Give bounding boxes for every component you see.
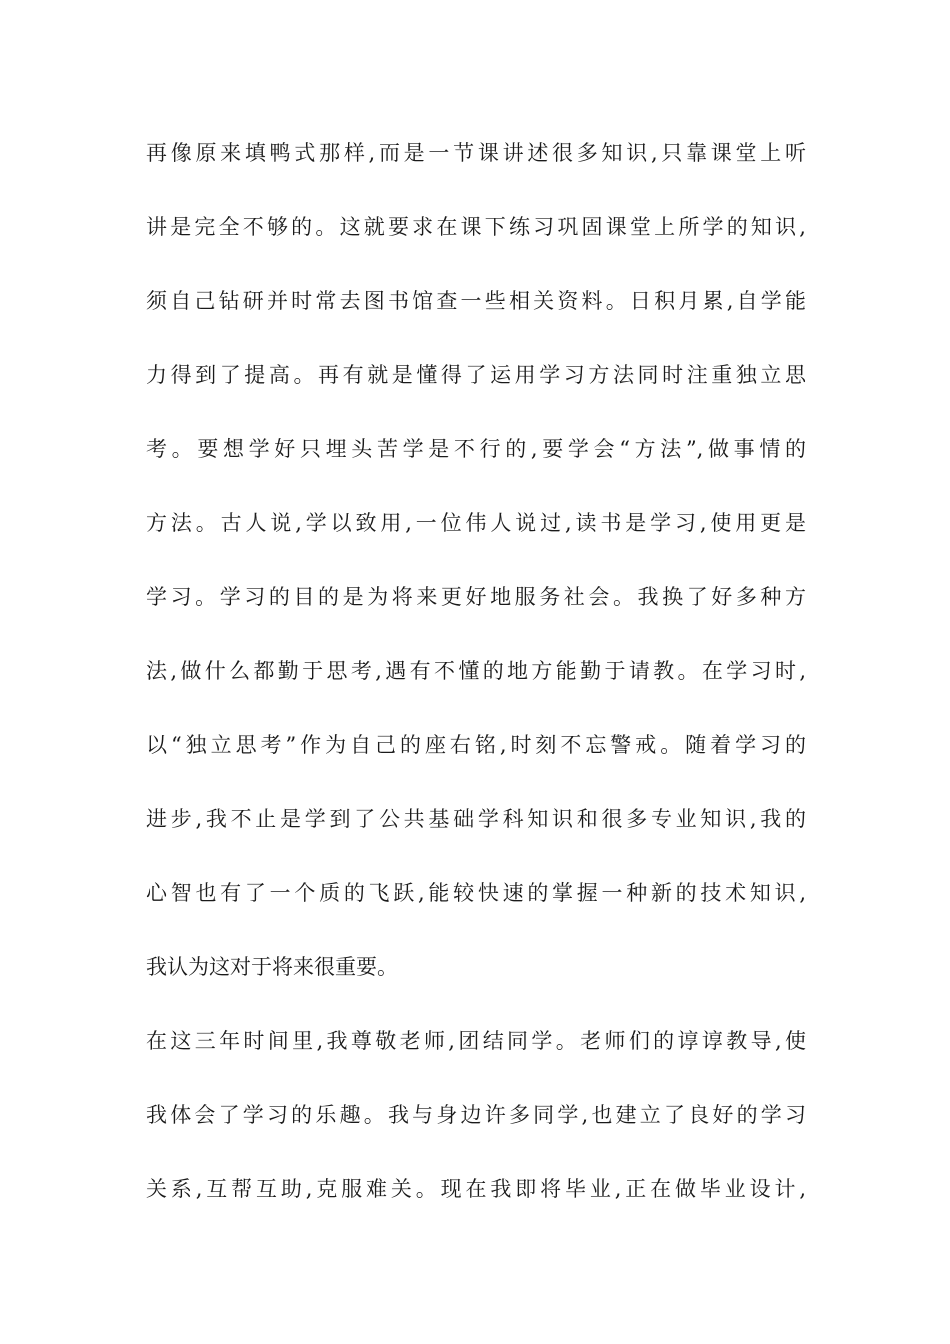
text-line-3: 须自己钻研并时常去图书馆查一些相关资料。日积月累,自学能 <box>146 289 806 313</box>
text-line-13: 在这三年时间里,我尊敬老师,团结同学。老师们的谆谆教导,使 <box>146 1029 806 1053</box>
text-line-5: 考。要想学好只埋头苦学是不行的,要学会“方法”,做事情的 <box>146 437 806 461</box>
text-line-11: 心智也有了一个质的飞跃,能较快速的掌握一种新的技术知识, <box>146 881 806 905</box>
text-line-2: 讲是完全不够的。这就要求在课下练习巩固课堂上所学的知识, <box>146 215 806 239</box>
text-line-14: 我体会了学习的乐趣。我与身边许多同学,也建立了良好的学习 <box>146 1103 806 1127</box>
text-line-10: 进步,我不止是学到了公共基础学科知识和很多专业知识,我的 <box>146 807 806 831</box>
text-line-9: 以“独立思考”作为自己的座右铭,时刻不忘警戒。随着学习的 <box>146 733 806 757</box>
text-line-7: 学习。学习的目的是为将来更好地服务社会。我换了好多种方 <box>146 585 806 609</box>
text-line-12: 我认为这对于将来很重要。 <box>146 955 398 979</box>
text-line-8: 法,做什么都勤于思考,遇有不懂的地方能勤于请教。在学习时, <box>146 659 806 683</box>
text-line-4: 力得到了提高。再有就是懂得了运用学习方法同时注重独立思 <box>146 363 806 387</box>
text-line-15: 关系,互帮互助,克服难关。现在我即将毕业,正在做毕业设计, <box>146 1177 806 1201</box>
text-line-6: 方法。古人说,学以致用,一位伟人说过,读书是学习,使用更是 <box>146 511 806 535</box>
text-line-1: 再像原来填鸭式那样,而是一节课讲述很多知识,只靠课堂上听 <box>146 141 806 165</box>
